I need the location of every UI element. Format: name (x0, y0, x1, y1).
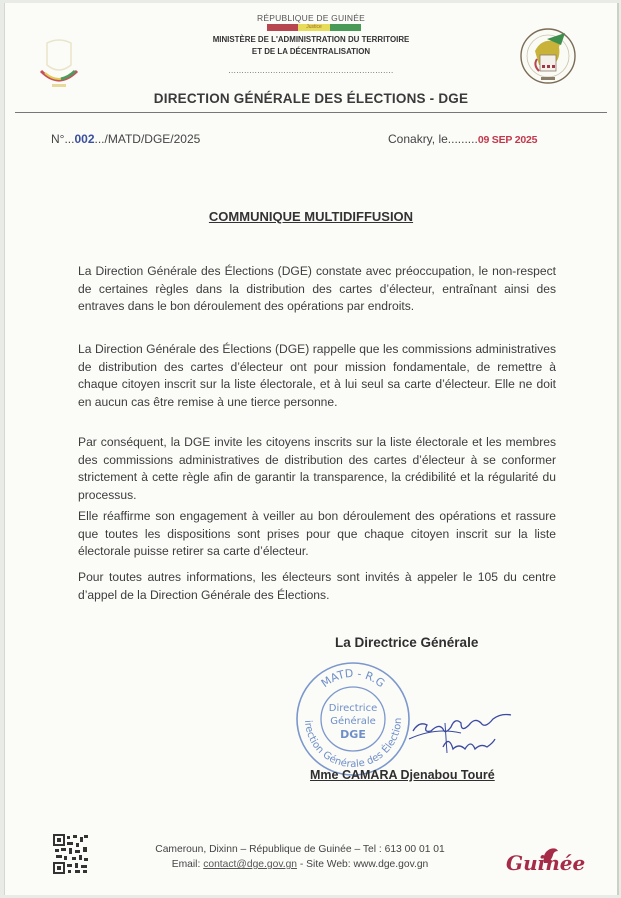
stamp-center-line-1: Directrice (328, 703, 378, 714)
signatory-name: Mme CAMARA Djenabou Touré (310, 768, 495, 782)
paragraph: Elle réaffirme son engagement à veiller au bon déroulement des opérations et rassure que toutes les dispositions sont prises pour que chaque citoyen inscrit sur la liste électorale puisse retirer sa carte d’électeur. (78, 509, 556, 559)
place-and-date (388, 132, 537, 146)
stamp-center-line-2: Générale (330, 716, 376, 727)
email-link[interactable]: contact@dge.gov.gn (203, 859, 298, 870)
reference-number (51, 132, 200, 146)
republic-label: RÉPUBLIQUE DE GUINÉE (257, 13, 365, 23)
footer-web-line (125, 857, 475, 872)
footer-address: Cameroun, Dixinn – République de Guinée – Tel : 613 00 01 01 (155, 844, 445, 855)
guinee-brand-text: Guinée (506, 851, 586, 875)
ministry-line-2: ET DE LA DÉCENTRALISATION (251, 46, 371, 56)
signatory-title: La Directrice Générale (335, 635, 479, 650)
reference-prefix: N°... (51, 132, 75, 146)
footer-contact (125, 842, 475, 872)
motto-label: Justice (298, 24, 329, 31)
paragraph: Par conséquent, la DGE invite les citoyens inscrits sur la liste électorale et les membres des commissions administratives de distribution des cartes d’électeur à se conformer strictement à cette règle afin de garantir la transparence, la crédibilité et la régularité du processus. (78, 435, 556, 502)
qr-code-icon[interactable] (53, 834, 89, 874)
directorate-title: DIRECTION GÉNÉRALE DES ÉLECTIONS - DGE (153, 91, 469, 106)
reference-handwritten-number: 002 (74, 132, 95, 146)
website-label: - Site Web: www.dge.gov.gn (297, 859, 429, 870)
document-page (4, 3, 619, 895)
separator-dots: ............................................................... (228, 66, 394, 75)
flag-strip (267, 24, 361, 31)
guinee-brand-logo (502, 845, 592, 885)
stamp-top-text: MATD - R.G (318, 666, 388, 691)
place-label: Conakry, le......... (388, 132, 478, 146)
reference-suffix: .../MATD/DGE/2025 (94, 132, 201, 146)
official-stamp (293, 659, 413, 779)
communique-title: COMMUNIQUE MULTIDIFFUSION (208, 209, 414, 224)
email-label: Email: (171, 859, 204, 870)
date-stamp: 09 SEP 2025 (477, 134, 538, 146)
handwritten-signature (405, 693, 525, 763)
stamp-ring-text: irection Générale des Élection (302, 717, 405, 771)
paragraph: La Direction Générale des Élections (DGE) rappelle que les commissions administratives de distribution des cartes d’électeur ont pour mission fondamentale, de remettre à chaque citoyen inscrit sur la liste électorale, et à lui seul sa carte d’électeur. Elle ne doit en aucun cas être remise à une tierce personne. (78, 342, 556, 409)
paragraph: Pour toutes autres informations, les électeurs sont invités à appeler le 105 du centre d’appel de la Direction Générale des Élections. (78, 570, 556, 602)
stamp-center-line-3: DGE (340, 728, 366, 741)
ministry-line-1: MINISTÈRE DE L'ADMINISTRATION DU TERRITOIRE (212, 34, 410, 44)
ministry-name (29, 33, 592, 57)
paragraph: La Direction Générale des Élections (DGE) constate avec préoccupation, le non-respect de certaines règles dans la distribution des cartes d’électeur, entraînant ainsi des entraves dans le bon déroulement des opérations par endroits. (78, 264, 556, 314)
header-divider (15, 112, 607, 113)
matd-seal-icon (517, 25, 579, 87)
